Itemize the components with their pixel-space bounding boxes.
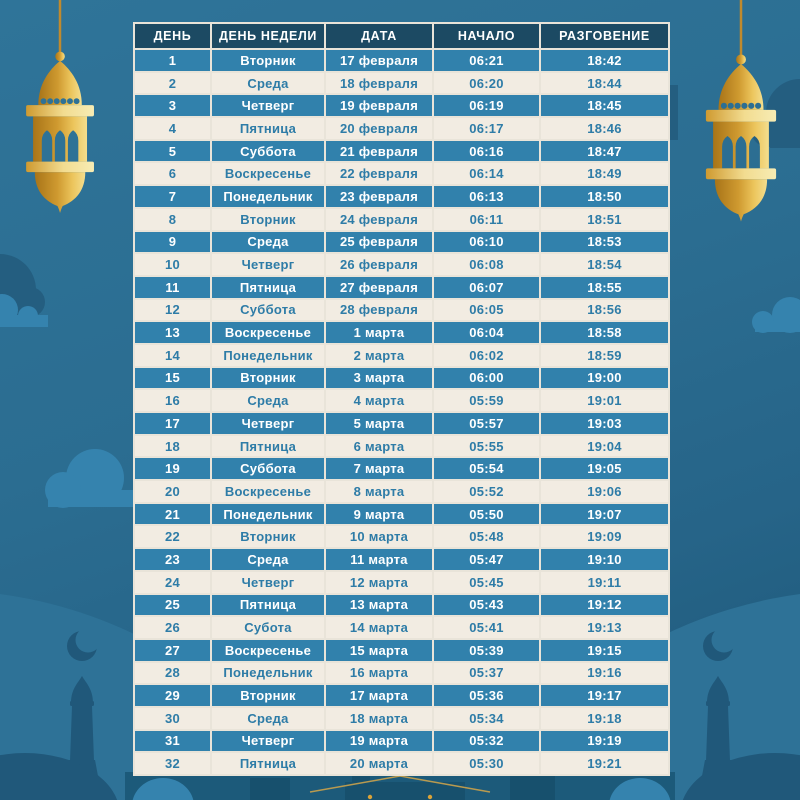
cell-date: 21 февраля <box>326 141 432 162</box>
cell-iftar: 19:06 <box>541 481 668 502</box>
cell-start: 05:52 <box>434 481 539 502</box>
cell-iftar: 18:51 <box>541 209 668 230</box>
cell-iftar: 18:49 <box>541 163 668 184</box>
cell-start: 06:04 <box>434 322 539 343</box>
cell-weekday: Вторник <box>212 209 324 230</box>
timetable <box>133 22 670 776</box>
cell-weekday: Четверг <box>212 95 324 116</box>
cell-weekday: Понедельник <box>212 504 324 525</box>
cell-weekday: Субота <box>212 617 324 638</box>
col-header-weekday: ДЕНЬ НЕДЕЛИ <box>212 24 324 48</box>
cell-start: 05:57 <box>434 413 539 434</box>
cell-iftar: 19:13 <box>541 617 668 638</box>
cell-start: 05:48 <box>434 526 539 547</box>
cell-start: 05:45 <box>434 572 539 593</box>
cell-weekday: Воскресенье <box>212 322 324 343</box>
cell-weekday: Воскресенье <box>212 163 324 184</box>
cell-weekday: Воскресенье <box>212 481 324 502</box>
cell-date: 17 февраля <box>326 50 432 71</box>
table-row <box>135 141 668 162</box>
cell-iftar: 18:53 <box>541 232 668 253</box>
cell-date: 19 февраля <box>326 95 432 116</box>
table-row <box>135 481 668 502</box>
cell-iftar: 18:54 <box>541 254 668 275</box>
cell-weekday: Суббота <box>212 300 324 321</box>
table-row <box>135 436 668 457</box>
cell-start: 06:11 <box>434 209 539 230</box>
cell-start: 06:13 <box>434 186 539 207</box>
table-row <box>135 277 668 298</box>
table-row <box>135 50 668 71</box>
cell-iftar: 19:19 <box>541 731 668 752</box>
cell-weekday: Суббота <box>212 141 324 162</box>
table-row <box>135 526 668 547</box>
cell-day: 17 <box>135 413 210 434</box>
table-row <box>135 458 668 479</box>
cell-iftar: 19:15 <box>541 640 668 661</box>
cell-start: 05:59 <box>434 390 539 411</box>
cell-day: 11 <box>135 277 210 298</box>
cell-day: 2 <box>135 73 210 94</box>
cell-iftar: 19:07 <box>541 504 668 525</box>
cell-iftar: 19:11 <box>541 572 668 593</box>
table-row <box>135 254 668 275</box>
cell-weekday: Пятница <box>212 118 324 139</box>
cell-start: 06:00 <box>434 368 539 389</box>
cell-date: 11 марта <box>326 549 432 570</box>
cell-iftar: 19:04 <box>541 436 668 457</box>
cell-iftar: 19:01 <box>541 390 668 411</box>
cell-start: 06:08 <box>434 254 539 275</box>
cell-day: 32 <box>135 753 210 774</box>
table-row <box>135 413 668 434</box>
cell-day: 15 <box>135 368 210 389</box>
cell-start: 05:34 <box>434 708 539 729</box>
table-row <box>135 322 668 343</box>
cell-weekday: Пятница <box>212 277 324 298</box>
cell-iftar: 19:03 <box>541 413 668 434</box>
table-row <box>135 549 668 570</box>
cell-day: 10 <box>135 254 210 275</box>
table-header-row <box>135 24 668 48</box>
cell-date: 19 марта <box>326 731 432 752</box>
cell-start: 05:32 <box>434 731 539 752</box>
cell-date: 1 марта <box>326 322 432 343</box>
cell-date: 8 марта <box>326 481 432 502</box>
cell-weekday: Вторник <box>212 50 324 71</box>
table-row <box>135 95 668 116</box>
cell-date: 7 марта <box>326 458 432 479</box>
cell-weekday: Четверг <box>212 572 324 593</box>
table-row <box>135 753 668 774</box>
cell-start: 06:16 <box>434 141 539 162</box>
cell-start: 06:20 <box>434 73 539 94</box>
cell-day: 29 <box>135 685 210 706</box>
cell-start: 05:41 <box>434 617 539 638</box>
hanging-lantern-icon <box>26 52 94 213</box>
hanging-lantern-icon <box>706 55 776 222</box>
cell-day: 13 <box>135 322 210 343</box>
cell-weekday: Пятница <box>212 753 324 774</box>
cell-day: 6 <box>135 163 210 184</box>
cell-weekday: Вторник <box>212 685 324 706</box>
cell-day: 25 <box>135 595 210 616</box>
cell-weekday: Четверг <box>212 254 324 275</box>
cell-iftar: 18:59 <box>541 345 668 366</box>
cell-iftar: 18:46 <box>541 118 668 139</box>
table-row <box>135 118 668 139</box>
col-header-day: ДЕНЬ <box>135 24 210 48</box>
table-row <box>135 368 668 389</box>
table-row <box>135 640 668 661</box>
cell-date: 14 марта <box>326 617 432 638</box>
cell-day: 28 <box>135 663 210 684</box>
cell-day: 31 <box>135 731 210 752</box>
cell-day: 16 <box>135 390 210 411</box>
cell-day: 21 <box>135 504 210 525</box>
table-row <box>135 345 668 366</box>
cell-iftar: 19:18 <box>541 708 668 729</box>
table-row <box>135 617 668 638</box>
cell-date: 15 марта <box>326 640 432 661</box>
cell-date: 20 февраля <box>326 118 432 139</box>
cell-day: 26 <box>135 617 210 638</box>
cell-iftar: 19:10 <box>541 549 668 570</box>
cell-start: 05:36 <box>434 685 539 706</box>
minaret-icon <box>702 631 734 776</box>
cell-day: 5 <box>135 141 210 162</box>
cell-iftar: 18:44 <box>541 73 668 94</box>
cell-iftar: 18:47 <box>541 141 668 162</box>
cell-day: 24 <box>135 572 210 593</box>
col-header-date: ДАТА <box>326 24 432 48</box>
cell-weekday: Понедельник <box>212 345 324 366</box>
cell-weekday: Воскресенье <box>212 640 324 661</box>
table-row <box>135 209 668 230</box>
cell-weekday: Пятница <box>212 595 324 616</box>
cell-start: 06:05 <box>434 300 539 321</box>
cell-date: 25 февраля <box>326 232 432 253</box>
cell-date: 22 февраля <box>326 163 432 184</box>
cell-date: 20 марта <box>326 753 432 774</box>
cell-date: 18 марта <box>326 708 432 729</box>
cell-start: 06:19 <box>434 95 539 116</box>
cell-date: 23 февраля <box>326 186 432 207</box>
cell-weekday: Вторник <box>212 368 324 389</box>
cell-start: 05:30 <box>434 753 539 774</box>
cell-date: 3 марта <box>326 368 432 389</box>
cell-day: 14 <box>135 345 210 366</box>
cell-weekday: Понедельник <box>212 186 324 207</box>
table-row <box>135 731 668 752</box>
cell-weekday: Четверг <box>212 731 324 752</box>
cell-day: 20 <box>135 481 210 502</box>
cell-day: 4 <box>135 118 210 139</box>
table-row <box>135 708 668 729</box>
cell-weekday: Среда <box>212 73 324 94</box>
cell-start: 05:47 <box>434 549 539 570</box>
cell-weekday: Среда <box>212 708 324 729</box>
cell-start: 05:39 <box>434 640 539 661</box>
minaret-icon <box>66 631 98 776</box>
cell-start: 06:21 <box>434 50 539 71</box>
cell-date: 9 марта <box>326 504 432 525</box>
table-row <box>135 390 668 411</box>
table-row <box>135 595 668 616</box>
cell-day: 27 <box>135 640 210 661</box>
cell-date: 18 февраля <box>326 73 432 94</box>
cell-date: 28 февраля <box>326 300 432 321</box>
col-header-iftar: РАЗГОВЕНИЕ <box>541 24 668 48</box>
table-row <box>135 186 668 207</box>
cell-day: 30 <box>135 708 210 729</box>
cell-weekday: Пятница <box>212 436 324 457</box>
cell-start: 05:50 <box>434 504 539 525</box>
cell-date: 2 марта <box>326 345 432 366</box>
cell-iftar: 19:16 <box>541 663 668 684</box>
cell-start: 06:10 <box>434 232 539 253</box>
table-row <box>135 73 668 94</box>
cell-iftar: 18:58 <box>541 322 668 343</box>
table-row <box>135 504 668 525</box>
cell-start: 05:55 <box>434 436 539 457</box>
cell-weekday: Четверг <box>212 413 324 434</box>
cell-iftar: 19:05 <box>541 458 668 479</box>
cell-iftar: 19:00 <box>541 368 668 389</box>
cell-iftar: 19:21 <box>541 753 668 774</box>
cell-start: 05:37 <box>434 663 539 684</box>
cell-weekday: Суббота <box>212 458 324 479</box>
cell-date: 27 февраля <box>326 277 432 298</box>
table-row <box>135 163 668 184</box>
table-row <box>135 300 668 321</box>
cell-day: 3 <box>135 95 210 116</box>
table-row <box>135 572 668 593</box>
cell-iftar: 18:50 <box>541 186 668 207</box>
cell-date: 10 марта <box>326 526 432 547</box>
cell-start: 06:02 <box>434 345 539 366</box>
cell-iftar: 18:45 <box>541 95 668 116</box>
cell-weekday: Среда <box>212 232 324 253</box>
cell-iftar: 19:17 <box>541 685 668 706</box>
table-row <box>135 232 668 253</box>
cell-date: 4 марта <box>326 390 432 411</box>
table-row <box>135 685 668 706</box>
cell-iftar: 18:56 <box>541 300 668 321</box>
cell-day: 9 <box>135 232 210 253</box>
cell-iftar: 19:09 <box>541 526 668 547</box>
cell-day: 22 <box>135 526 210 547</box>
cell-weekday: Среда <box>212 390 324 411</box>
cell-weekday: Среда <box>212 549 324 570</box>
cell-date: 12 марта <box>326 572 432 593</box>
cell-iftar: 19:12 <box>541 595 668 616</box>
cell-start: 05:43 <box>434 595 539 616</box>
cell-weekday: Вторник <box>212 526 324 547</box>
timetable-body <box>135 50 668 774</box>
cell-start: 06:17 <box>434 118 539 139</box>
cell-date: 6 марта <box>326 436 432 457</box>
cell-date: 13 марта <box>326 595 432 616</box>
cell-date: 16 марта <box>326 663 432 684</box>
cell-iftar: 18:42 <box>541 50 668 71</box>
cell-day: 18 <box>135 436 210 457</box>
table-row <box>135 663 668 684</box>
cell-day: 12 <box>135 300 210 321</box>
cell-iftar: 18:55 <box>541 277 668 298</box>
cell-day: 7 <box>135 186 210 207</box>
cell-start: 06:14 <box>434 163 539 184</box>
col-header-start: НАЧАЛО <box>434 24 539 48</box>
cell-day: 1 <box>135 50 210 71</box>
cell-date: 24 февраля <box>326 209 432 230</box>
cell-day: 23 <box>135 549 210 570</box>
cell-date: 5 марта <box>326 413 432 434</box>
cell-start: 06:07 <box>434 277 539 298</box>
cell-date: 26 февраля <box>326 254 432 275</box>
cell-date: 17 марта <box>326 685 432 706</box>
cell-day: 19 <box>135 458 210 479</box>
cell-day: 8 <box>135 209 210 230</box>
cell-start: 05:54 <box>434 458 539 479</box>
cell-weekday: Понедельник <box>212 663 324 684</box>
